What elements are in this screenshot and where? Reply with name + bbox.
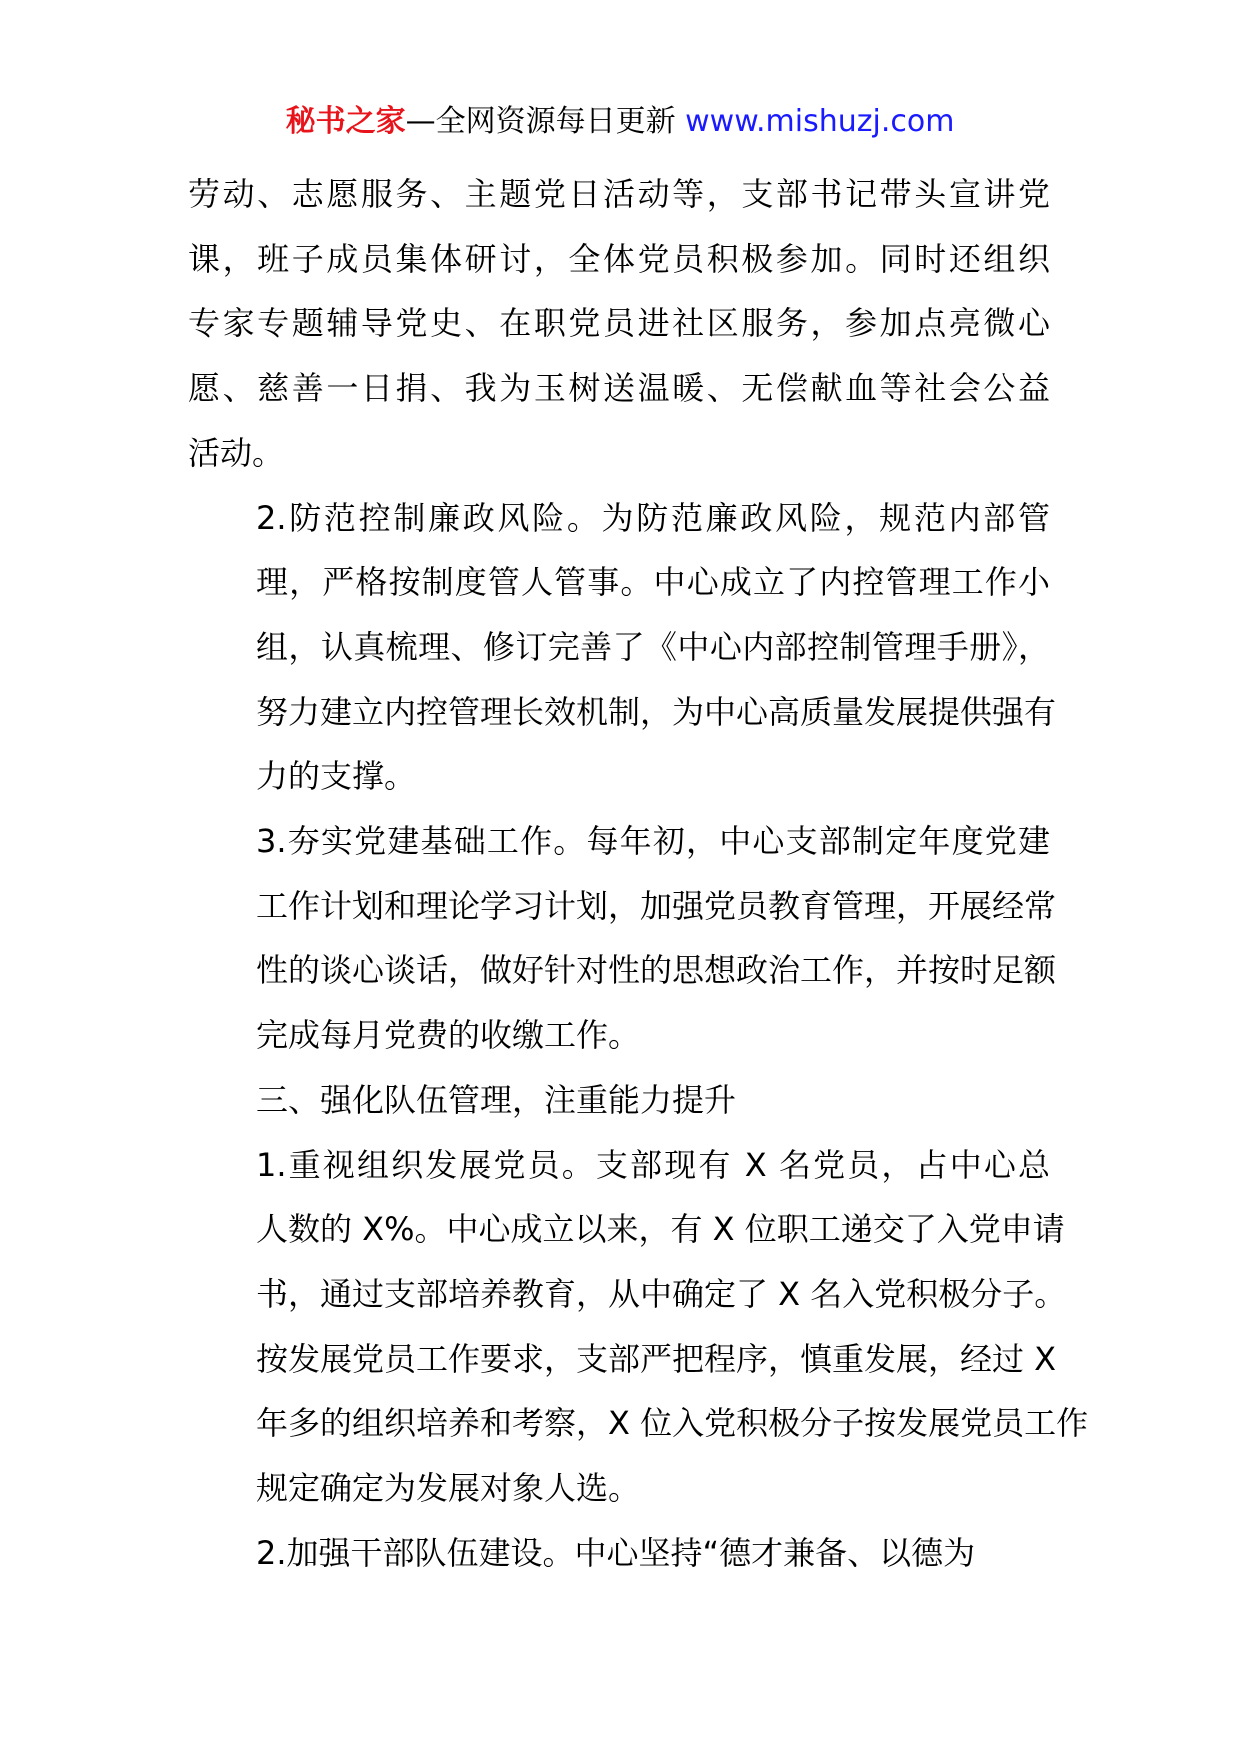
text-line: 愿、慈善一日捐、我为玉树送温暖、无偿献血等社会公益 xyxy=(188,369,1050,408)
paragraph xyxy=(188,1521,1050,1586)
text-line: 课，班子成员集体研讨，全体党员积极参加。同时还组织 xyxy=(188,239,1050,278)
text-line: 活动。 xyxy=(188,433,285,472)
paragraph xyxy=(188,162,1050,486)
paragraph xyxy=(188,1068,1050,1133)
text-line: 理，严格按制度管人管事。中心成立了内控管理工作小 xyxy=(256,563,1050,602)
paragraph xyxy=(188,486,1057,810)
text-line: 努力建立内控管理长效机制，为中心高质量发展提供强有 xyxy=(256,692,1057,731)
brand-name: 秘书之家 xyxy=(285,104,406,139)
page-header xyxy=(0,100,1240,144)
text-line: 完成每月党费的收缴工作。 xyxy=(256,1016,641,1055)
text-line: 人数的 X%。中心成立以来，有 X 位职工递交了入党申请 xyxy=(256,1210,1065,1249)
text-line: 规定确定为发展对象人选。 xyxy=(256,1469,641,1508)
text-line: 专家专题辅导党史、在职党员进社区服务，参加点亮微心 xyxy=(188,304,1050,343)
text-line: 劳动、志愿服务、主题党日活动等，支部书记带头宣讲党 xyxy=(188,175,1050,213)
header-slogan: —全网资源每日更新 xyxy=(405,104,686,139)
paragraph xyxy=(188,809,1057,1068)
text-line: 年多的组织培养和考察，X 位入党积极分子按发展党员工作 xyxy=(256,1404,1089,1443)
text-line: 按发展党员工作要求，支部严把程序，慎重发展，经过 X xyxy=(256,1339,1057,1378)
text-line: 三、强化队伍管理，注重能力提升 xyxy=(256,1080,737,1119)
text-line: 2.防范控制廉政风险。为防范廉政风险，规范内部管 xyxy=(256,498,1050,537)
text-line: 组，认真梳理、修订完善了《中心内部控制管理手册》， xyxy=(256,627,1050,666)
site-url-link[interactable]: www.mishuzj.com xyxy=(685,104,955,139)
paragraph xyxy=(188,1133,1089,1521)
text-line: 1.重视组织发展党员。支部现有 X 名党员，占中心总 xyxy=(256,1145,1050,1184)
text-line: 2.加强干部队伍建设。中心坚持“德才兼备、以德为 xyxy=(256,1533,976,1572)
text-line: 力的支撑。 xyxy=(256,757,417,796)
text-line: 书，通过支部培养教育，从中确定了 X 名入党积极分子。 xyxy=(256,1274,1067,1313)
document-body xyxy=(188,162,1089,1585)
text-line: 工作计划和理论学习计划，加强党员教育管理，开展经常 xyxy=(256,886,1057,925)
text-line: 3.夯实党建基础工作。每年初，中心支部制定年度党建 xyxy=(256,822,1050,861)
text-line: 性的谈心谈话，做好针对性的思想政治工作，并按时足额 xyxy=(256,951,1057,990)
